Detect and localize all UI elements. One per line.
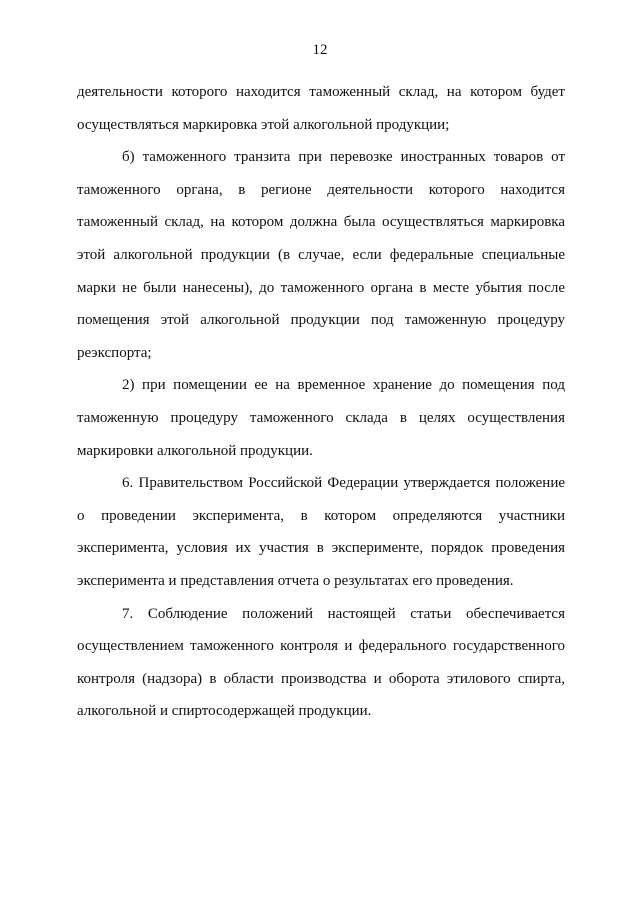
paragraph-item-6: 6. Правительством Российской Федерации утверждается положение о проведении эксперимента, в котором определяются участники эксперимента, условия их участия в эксперименте, порядок проведения эксперимента и представления отчета о результатах его проведения. (77, 475, 565, 589)
paragraph-subitem-b: б) таможенного транзита при перевозке иностранных товаров от таможенного органа, в регионе деятельности которого находится таможенный склад, на котором должна была осуществляться маркировка этой алкогольной продукции (в случае, если федеральные специальные марки не были нанесены), до таможенного органа в месте убытия после помещения этой алкогольной продукции под таможенную процедуру реэкспорта; (77, 149, 565, 361)
paragraph-item-2: 2) при помещении ее на временное хранение до помещения под таможенную процедуру таможенного склада в целях осуществления маркировки алкогольной продукции. (77, 377, 565, 459)
paragraph-item-7: 7. Соблюдение положений настоящей статьи обеспечивается осуществлением таможенного контроля и федерального государственного контроля (надзора) в области производства и оборота этилового спирта, алкогольной и спиртосодержащей продукции. (77, 605, 565, 720)
page-number: 12 (312, 42, 328, 58)
paragraph-continuation: деятельности которого находится таможенный склад, на котором будет осуществляться маркировка этой алкогольной продукции; (77, 84, 565, 133)
document-body (77, 76, 565, 728)
